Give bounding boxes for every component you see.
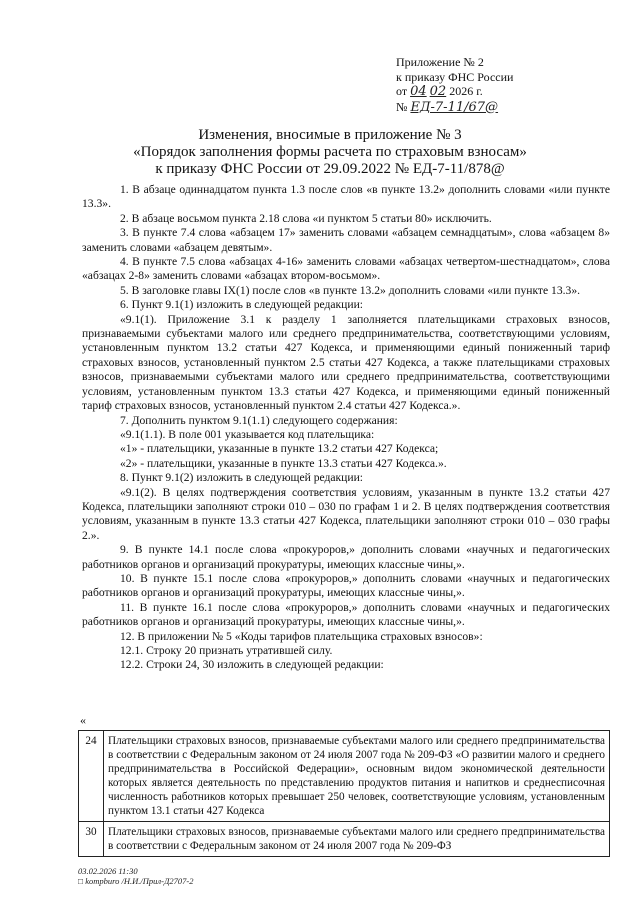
title-line-1: Изменения, вносимые в приложение № 3 [198, 127, 462, 143]
paragraph: 12.2. Строки 24, 30 изложить в следующей редакции: [120, 658, 384, 672]
paragraph: «9.1(1). Приложение 3.1 к разделу 1 заполняется плательщиками страховых взносов, признаваемыми субъектами малого или среднего предпринимательства, соответствующими условиям, установленным пунктом 13.2 статьи 427 Кодекса, и применяющими единый пониженный тариф страховых взносов, установленный пунктом 2.5 статьи 427 Кодекса, а также плательщиками страховых взносов, признаваемыми субъектами малого или среднего предпринимательства, соответствующими условиям, установленным пунктом 13.3 статьи 427 Кодекса, и применяющими единый пониженный тариф страховых взносов, установленный пунктом 2.4 статьи 427 Кодекса.». [82, 312, 610, 413]
order-number-handwritten: ЕД-7-11/67@ [410, 99, 499, 115]
table-row [79, 822, 610, 857]
paragraph: 10. В пункте 15.1 после слова «прокуроров,» дополнить словами «научных и педагогических работников органов и организаций прокуратуры, имеющих классные чины,». [82, 571, 610, 600]
annex-number: № ЕД-7-11/67@ [396, 99, 499, 115]
table-row [79, 731, 610, 822]
footer-file-ref: □ kompburo /Н.И./Прил-Д2707-2 [78, 876, 194, 886]
document-footer [78, 866, 193, 886]
tariff-code: 30 [79, 822, 104, 857]
tariff-description: Плательщики страховых взносов, признаваемые субъектами малого или среднего предпринимательства в соответствии с Федеральным законом от 24 июля 2007 года № 209-ФЗ [104, 822, 610, 857]
table-open-quote: « [80, 713, 86, 727]
paragraph: 3. В пункте 7.4 слова «абзацем 17» заменить словами «абзацем семнадцатым», слова «абзацем 8» заменить словами «абзацем девятым». [82, 226, 610, 254]
annex-header [396, 55, 513, 115]
document-title [60, 127, 600, 178]
paragraph: 11. В пункте 16.1 после слова «прокуроров,» дополнить словами «научных и педагогических работников органов и организаций прокуратуры, имеющих классные чины,». [82, 600, 610, 629]
annex-order-ref: к приказу ФНС России [396, 69, 514, 84]
paragraph: 8. Пункт 9.1(2) изложить в следующей редакции: [120, 471, 363, 485]
paragraph: 6. Пункт 9.1(1) изложить в следующей редакции: [120, 298, 363, 312]
paragraph: «9.1(2). В целях подтверждения соответствия условиям, указанным в пункте 13.2 статьи 427 Кодекса, плательщики заполняют строки 010 – 030 по графам 1 и 2. В целях подтверждения соответствия условиям, указанным в пункте 13.3 статьи 427 Кодекса, плательщики заполняют строки 010 – 030 графы 2.». [82, 485, 610, 542]
date-month-handwritten: 02 [429, 84, 447, 99]
paragraph: 4. В пункте 7.5 слова «абзацах 4-16» заменить словами «абзацах четвертом-шестнадцатом», слова «абзацах 2-8» заменить словами «абзацах втором-восьмом». [82, 255, 610, 283]
paragraph: 5. В заголовке главы IX(1) после слов «в пункте 13.2» дополнить словами «или пункте 13.3». [120, 283, 581, 297]
annex-title: Приложение № 2 [396, 55, 484, 69]
tariff-code: 24 [79, 731, 104, 822]
document-body [82, 183, 610, 673]
paragraph: 7. Дополнить пунктом 9.1(1.1) следующего содержания: [120, 413, 398, 427]
title-line-2: «Порядок заполнения формы расчета по страховым взносам» [133, 144, 527, 160]
tariff-description: Плательщики страховых взносов, признаваемые субъектами малого или среднего предпринимательства в соответствии с Федеральным законом от 24 июля 2007 года № 209-ФЗ «О развитии малого и среднего предпринимательства в Российской Федерации», основным видом экономической деятельности которых является деятельность по представлению продуктов питания и напитков и среднесписочная численность работников которых превышает 250 человек, соответствующие условиям, установленным пунктом 13.1 статьи 427 Кодекса [104, 731, 610, 822]
paragraph: 12. В приложении № 5 «Коды тарифов плательщика страховых взносов»: [120, 629, 483, 643]
paragraph: 9. В пункте 14.1 после слова «прокуроров,» дополнить словами «научных и педагогических работников органов и организаций прокуратуры, имеющих классные чины,». [82, 543, 610, 571]
title-line-3: к приказу ФНС России от 29.09.2022 № ЕД-7-11/878@ [155, 161, 505, 177]
paragraph: «9.1(1.1). В поле 001 указывается код плательщика: [120, 427, 375, 441]
paragraph: 12.1. Строку 20 признать утратившей силу. [120, 644, 333, 657]
annex-date: от 04 02 2026 г. [396, 84, 483, 99]
paragraph: «1» - плательщики, указанные в пункте 13.2 статьи 427 Кодекса; [120, 442, 439, 456]
paragraph: «2» - плательщики, указанные в пункте 13.3 статьи 427 Кодекса.». [120, 456, 447, 470]
footer-timestamp: 03.02.2026 11:30 [78, 866, 138, 876]
tariff-codes-table [78, 730, 610, 857]
paragraph: 1. В абзаце одиннадцатом пункта 1.3 после слов «в пункте 13.2» дополнить словами «или пункте 13.3». [82, 183, 610, 211]
date-day-handwritten: 04 [410, 84, 427, 99]
paragraph: 2. В абзаце восьмом пункта 2.18 слова «и пунктом 5 статьи 80» исключить. [120, 211, 492, 225]
